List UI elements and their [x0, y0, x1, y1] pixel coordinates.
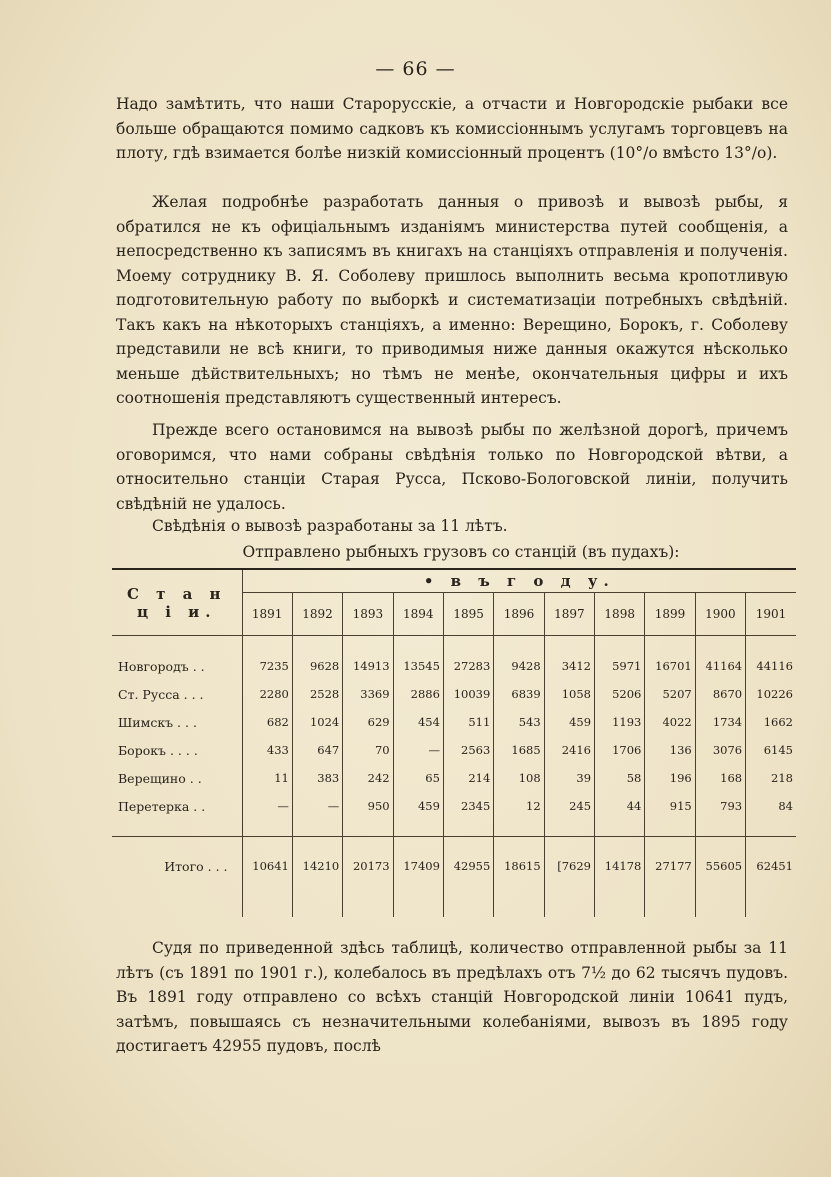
station-name: Верещино . . [118, 770, 202, 786]
spacer-row [112, 820, 796, 837]
table-cell: 42955 [443, 837, 493, 896]
page-number: — 66 — [375, 58, 456, 80]
table-cell: 5207 [645, 680, 695, 708]
table-cell: 5206 [595, 680, 645, 708]
table-cell: 14178 [595, 837, 645, 896]
table-cell: 65 [393, 764, 443, 792]
table-cell: 17409 [393, 837, 443, 896]
table-cell: 383 [292, 764, 342, 792]
table-cell: 58 [595, 764, 645, 792]
total-row [112, 837, 796, 896]
year-header: 1895 [443, 593, 493, 636]
table-row [112, 680, 796, 708]
table-cell: 20173 [343, 837, 393, 896]
table-row [112, 736, 796, 764]
station-name: Борокъ . . . . [118, 742, 198, 758]
table-cell: 1058 [544, 680, 594, 708]
table-cell: 647 [292, 736, 342, 764]
table-cell: 27283 [443, 652, 493, 680]
table-cell: 62451 [746, 837, 796, 896]
table-cell: 433 [242, 736, 292, 764]
table-row [112, 764, 796, 792]
table-cell: 10226 [746, 680, 796, 708]
year-header: 1896 [494, 593, 544, 636]
table-cell: 793 [695, 792, 745, 820]
table-cell: 44116 [746, 652, 796, 680]
table-cell: 9628 [292, 652, 342, 680]
table-cell: 459 [393, 792, 443, 820]
group-header-row [112, 569, 796, 593]
table-cell: 242 [343, 764, 393, 792]
table-cell: 14210 [292, 837, 342, 896]
table-cell: 168 [695, 764, 745, 792]
table-cell: 1685 [494, 736, 544, 764]
table-cell: 950 [343, 792, 393, 820]
table-cell: 1024 [292, 708, 342, 736]
table-cell: 2345 [443, 792, 493, 820]
paragraph-2: Желая подробнѣе разработать данныя о привозѣ и вывозѣ рыбы, я обратился не къ офиціальнымъ изданіямъ министерства путей сообщенія, а непосредственно къ записямъ въ книгахъ на станціяхъ отправленія и полученія. Моему сотруднику В. Я. Соболеву пришлось выполнить весьма кропотливую подготовительную работу по выборкѣ и систематизаціи потребныхъ свѣдѣній. Такъ какъ на нѣкоторыхъ станціяхъ, а именно: Верещино, Борокъ, г. Соболеву представили не всѣ книги, то приводимыя ниже данныя окажутся нѣсколько меньше дѣйствительныхъ; но тѣмъ не менѣе, окончательныя цифры и ихъ соотношенія представляютъ существенный интересъ. [116, 193, 788, 407]
table-cell: 3412 [544, 652, 594, 680]
spacer-row [112, 895, 796, 917]
table-cell: 511 [443, 708, 493, 736]
table-cell: 70 [343, 736, 393, 764]
table-row [112, 708, 796, 736]
table-cell: 1193 [595, 708, 645, 736]
table-cell: 18615 [494, 837, 544, 896]
table-cell: — [393, 736, 443, 764]
station-name: Итого . . . [112, 837, 242, 896]
table-cell: 55605 [695, 837, 745, 896]
table-cell: 9428 [494, 652, 544, 680]
table-cell: 214 [443, 764, 493, 792]
table-cell: 41164 [695, 652, 745, 680]
paragraph-5: Судя по приведенной здѣсь таблицѣ, количество отправленной рыбы за 11 лѣтъ (съ 1891 по 1901 г.), колебалось въ предѣлахъ отъ 7½ до 62 тысячъ пудовъ. Въ 1891 году отправлено со всѣхъ станцій Новгородской линіи 10641 пудъ, затѣмъ, повышаясь съ незначительными колебаніями, вывозъ въ 1895 году достигаетъ 42955 пудовъ, послѣ [116, 939, 788, 1055]
table-cell: 13545 [393, 652, 443, 680]
station-column-header: С т а н ц і и. [112, 569, 242, 636]
table-cell: 3369 [343, 680, 393, 708]
table-cell: 108 [494, 764, 544, 792]
table-cell: 8670 [695, 680, 745, 708]
table-cell: 14913 [343, 652, 393, 680]
paragraph-4: Свѣдѣнія о вывозѣ разработаны за 11 лѣтъ. [152, 517, 508, 535]
year-header: 1893 [343, 593, 393, 636]
table-cell: 11 [242, 764, 292, 792]
year-header: 1898 [595, 593, 645, 636]
year-header: 1892 [292, 593, 342, 636]
table-cell: 10039 [443, 680, 493, 708]
year-header: 1900 [695, 593, 745, 636]
table-cell: 2280 [242, 680, 292, 708]
table-cell: 10641 [242, 837, 292, 896]
year-header: 1897 [544, 593, 594, 636]
year-header: 1901 [746, 593, 796, 636]
table-cell: 44 [595, 792, 645, 820]
table-cell: [7629 [544, 837, 594, 896]
table-cell: 1734 [695, 708, 745, 736]
table-cell: — [292, 792, 342, 820]
table-cell: 915 [645, 792, 695, 820]
table-cell: 196 [645, 764, 695, 792]
year-header: 1891 [242, 593, 292, 636]
table-cell: 6839 [494, 680, 544, 708]
table-cell: 1662 [746, 708, 796, 736]
station-name: Новгородъ . . [118, 658, 205, 674]
table-cell: 2563 [443, 736, 493, 764]
table-cell: 245 [544, 792, 594, 820]
table-cell: 4022 [645, 708, 695, 736]
table-cell: 27177 [645, 837, 695, 896]
table-cell: 136 [645, 736, 695, 764]
table-body [112, 636, 796, 918]
year-header: 1899 [645, 593, 695, 636]
year-header: 1894 [393, 593, 443, 636]
fish-shipments-table [112, 568, 796, 917]
table-caption: Отправлено рыбныхъ грузовъ со станцій (въ пудахъ): [242, 543, 680, 561]
table-cell: 1706 [595, 736, 645, 764]
table-cell: 629 [343, 708, 393, 736]
station-name: Шимскъ . . . [118, 714, 197, 730]
table-row [112, 652, 796, 680]
table-cell: 682 [242, 708, 292, 736]
spacer-row [112, 636, 796, 653]
table-cell: 459 [544, 708, 594, 736]
table-cell: 7235 [242, 652, 292, 680]
table-cell: 454 [393, 708, 443, 736]
table-cell: 2416 [544, 736, 594, 764]
table-cell: — [242, 792, 292, 820]
table-cell: 2886 [393, 680, 443, 708]
table-cell: 16701 [645, 652, 695, 680]
station-name: Перетерка . . [118, 798, 206, 814]
table-cell: 543 [494, 708, 544, 736]
years-group-header: • в ъ г о д у. [242, 569, 796, 593]
table-cell: 12 [494, 792, 544, 820]
table-cell: 5971 [595, 652, 645, 680]
table-cell: 84 [746, 792, 796, 820]
table-cell: 6145 [746, 736, 796, 764]
table-cell: 39 [544, 764, 594, 792]
table-row [112, 792, 796, 820]
station-name: Ст. Русса . . . [118, 686, 204, 702]
paragraph-1: Надо замѣтить, что наши Старорусскіе, а отчасти и Новгородскіе рыбаки все больше обращаются помимо садковъ къ комиссіоннымъ услугамъ торговцевъ на плоту, гдѣ взимается болѣе низкій комиссіонный процентъ (10°/о вмѣсто 13°/о). [116, 95, 788, 162]
table-cell: 3076 [695, 736, 745, 764]
table-cell: 218 [746, 764, 796, 792]
table-cell: 2528 [292, 680, 342, 708]
paragraph-3: Прежде всего остановимся на вывозѣ рыбы по желѣзной дорогѣ, причемъ оговоримся, что нами собраны свѣдѣнія только по Новгородской вѣтви, а относительно станціи Старая Русса, Псково-Бологовской линіи, получить свѣдѣній не удалось. [116, 421, 788, 513]
